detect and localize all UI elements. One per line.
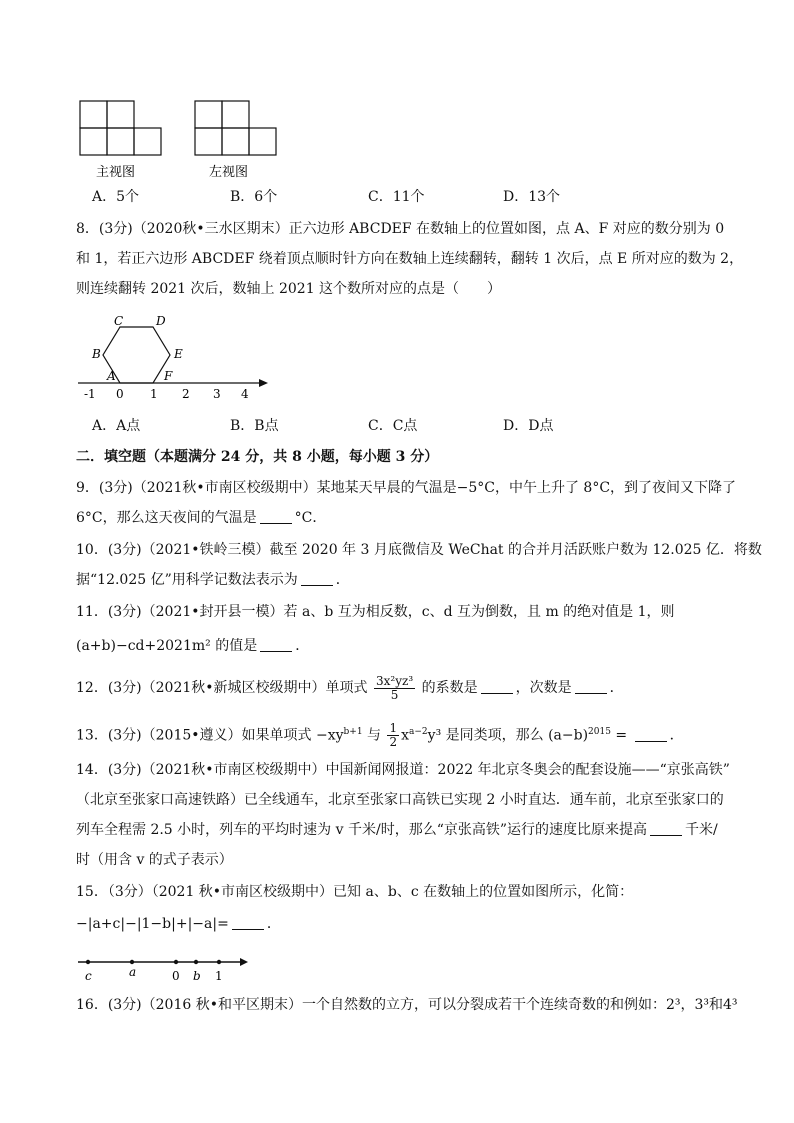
left-view-label: 左视图 (209, 165, 249, 180)
q9-line-2-end: °C． (294, 510, 327, 526)
q15-line-2-text: −|a+c|−|1−b|+|−a|= (76, 916, 229, 932)
q14-line-3 (76, 820, 718, 840)
vertex-label-f: F (164, 369, 173, 383)
q15-line-1: 15．（3分）（2021 秋•市南区校级期中）已知 a、b、c 在数轴上的位置如图所示，化简： (76, 884, 634, 900)
q14-line-3-text: 列车全程需 2.5 小时，列车的平均时速为 v 千米/时，那么“京张高铁”运行的速度比原来提高 (76, 822, 648, 838)
q12-mid: 的系数是 (421, 680, 478, 696)
vertex-label-c: C (114, 314, 124, 328)
q7-option-c: C．11个 (368, 189, 425, 205)
q15-label-a: a (129, 965, 137, 979)
q12-mid2: ，次数是 (515, 680, 572, 696)
q12-fraction-numerator: 3x²yz³ (376, 673, 414, 688)
q10-line-2-end: ． (335, 572, 350, 588)
q10-line-2 (76, 570, 350, 590)
q15-answer-blank[interactable] (232, 915, 264, 930)
q12-fraction (374, 675, 415, 702)
q13-end: ． (669, 727, 684, 744)
q12-end: ． (609, 680, 624, 696)
q12-coefficient-blank[interactable] (481, 679, 513, 694)
q9-answer-blank[interactable] (260, 509, 292, 524)
q8-line-3: 则连续翻转 2021 次后，数轴上 2021 这个数所对应的点是（ ） (76, 281, 502, 297)
q11-line-2 (76, 636, 309, 656)
q13-mid2: x (401, 727, 410, 744)
q14-line-1: 14．(3分)（2021秋•市南区校级期中）中国新闻网报道：2022 年北京冬奥会的配套设施——“京张高铁” (76, 762, 730, 778)
q7-option-b: B．6个 (230, 189, 278, 205)
q12-degree-blank[interactable] (575, 679, 607, 694)
q11-line-2-end: ． (295, 638, 310, 654)
q15-point-b (194, 960, 198, 964)
q12-prefix: 12．(3分)（2021秋•新城区校级期中）单项式 (76, 680, 368, 696)
q8-hexagon-number-line-figure (76, 312, 276, 404)
q10-line-1: 10．(3分)（2021•铁岭三模）截至 2020 年 3 月底微信及 WeChat 的合并月活跃账户数为 12.025 亿．将数 (76, 542, 762, 558)
q13-exp-2015: 2015 (588, 727, 611, 737)
vertex-label-a: A (107, 369, 116, 383)
q13-exp-b: b+1 (343, 727, 363, 737)
q11-answer-blank[interactable] (260, 637, 292, 652)
q12-fraction-denominator: 5 (390, 687, 399, 702)
tick-label-neg1: -1 (84, 387, 96, 401)
q8-option-c: C．C点 (368, 418, 418, 434)
q13-mid: 与 (367, 727, 382, 744)
q15-point-c (86, 960, 90, 964)
vertex-label-b: B (92, 347, 101, 361)
q15-point-a (130, 960, 134, 964)
q13-mid3: y³ 是同类项，那么 (a−b) (427, 727, 589, 744)
q9-line-2 (76, 508, 326, 528)
q7-option-a: A．5个 (92, 189, 140, 205)
q13-fraction-denominator: 2 (389, 735, 398, 750)
q13-line (76, 716, 684, 752)
vertex-label-d: D (156, 314, 166, 328)
q8-line-2: 和 1，若正六边形 ABCDEF 绕着顶点顺时针方向在数轴上连续翻转，翻转 1 次后，点 E 所对应的数为 2， (76, 251, 744, 267)
q16-line-1: 16．(3分)（2016 秋•和平区期末）一个自然数的立方，可以分裂成若干个连续奇数的和例如：2³，3³和4³ (76, 997, 738, 1013)
q15-number-line-figure (76, 952, 256, 986)
q8-option-d: D．D点 (503, 418, 554, 434)
tick-label-4: 4 (241, 387, 249, 401)
front-view-grid (80, 101, 161, 155)
q14-line-4: 时（用含 v 的式子表示） (76, 852, 233, 868)
q10-answer-blank[interactable] (301, 571, 333, 586)
q13-answer-blank[interactable] (635, 727, 667, 742)
q13-equals: = (610, 727, 632, 744)
q10-line-2-text: 据“12.025 亿”用科学记数法表示为 (76, 572, 298, 588)
q14-line-2: （北京至张家口高速铁路）已全线通车，北京至张家口高铁已实现 2 小时直达．通车前，北京至张家口的 (76, 792, 724, 808)
q13-fraction (387, 722, 399, 749)
q14-line-3-end: 千米/ (685, 822, 718, 838)
section-heading: 二．填空题（本题满分 24 分，共 8 小题，每小题 3 分） (76, 449, 439, 465)
q9-line-2-text: 6°C，那么这天夜间的气温是 (76, 510, 257, 526)
tick-label-1: 1 (150, 387, 158, 401)
q8-option-a: A．A点 (92, 418, 141, 434)
q11-line-2-text: (a+b)−cd+2021m² 的值是 (76, 638, 258, 654)
q13-fraction-numerator: 1 (389, 721, 398, 736)
q15-label-0: 0 (172, 969, 180, 983)
number-line-arrow (259, 379, 268, 387)
tick-label-2: 2 (182, 387, 190, 401)
left-view-grid (195, 101, 276, 155)
tick-label-3: 3 (213, 387, 221, 401)
q15-number-line-arrow (240, 958, 248, 966)
q15-point-0 (174, 960, 178, 964)
q7-option-d: D．13个 (503, 189, 561, 205)
q15-point-1 (217, 960, 221, 964)
q15-line-2 (76, 914, 281, 934)
q15-label-c: c (85, 969, 92, 983)
q15-line-2-end: ． (266, 916, 281, 932)
q13-exp-a: a−2 (409, 727, 428, 737)
q11-line-1: 11．(3分)（2021•封开县一模）若 a、b 互为相反数，c、d 互为倒数，且 m 的绝对值是 1，则 (76, 604, 675, 620)
q15-label-1: 1 (215, 969, 223, 983)
q9-line-1: 9．(3分)（2021秋•市南区校级期中）某地某天早晨的气温是−5°C，中午上升了 8°C，到了夜间又下降了 (76, 480, 737, 496)
front-view-label: 主视图 (96, 165, 136, 180)
tick-label-0: 0 (116, 387, 124, 401)
vertex-label-e: E (174, 347, 183, 361)
q8-option-b: B．B点 (230, 418, 279, 434)
q8-line-1: 8．(3分)（2020秋•三水区期末）正六边形 ABCDEF 在数轴上的位置如图，点 A、F 对应的数分别为 0 (76, 221, 725, 237)
q14-answer-blank[interactable] (650, 821, 682, 836)
q12-line (76, 672, 624, 704)
q13-prefix: 13．(3分)（2015•遵义）如果单项式 −xy (76, 727, 344, 744)
q7-view-figures (76, 96, 286, 186)
q15-label-b: b (193, 969, 201, 983)
